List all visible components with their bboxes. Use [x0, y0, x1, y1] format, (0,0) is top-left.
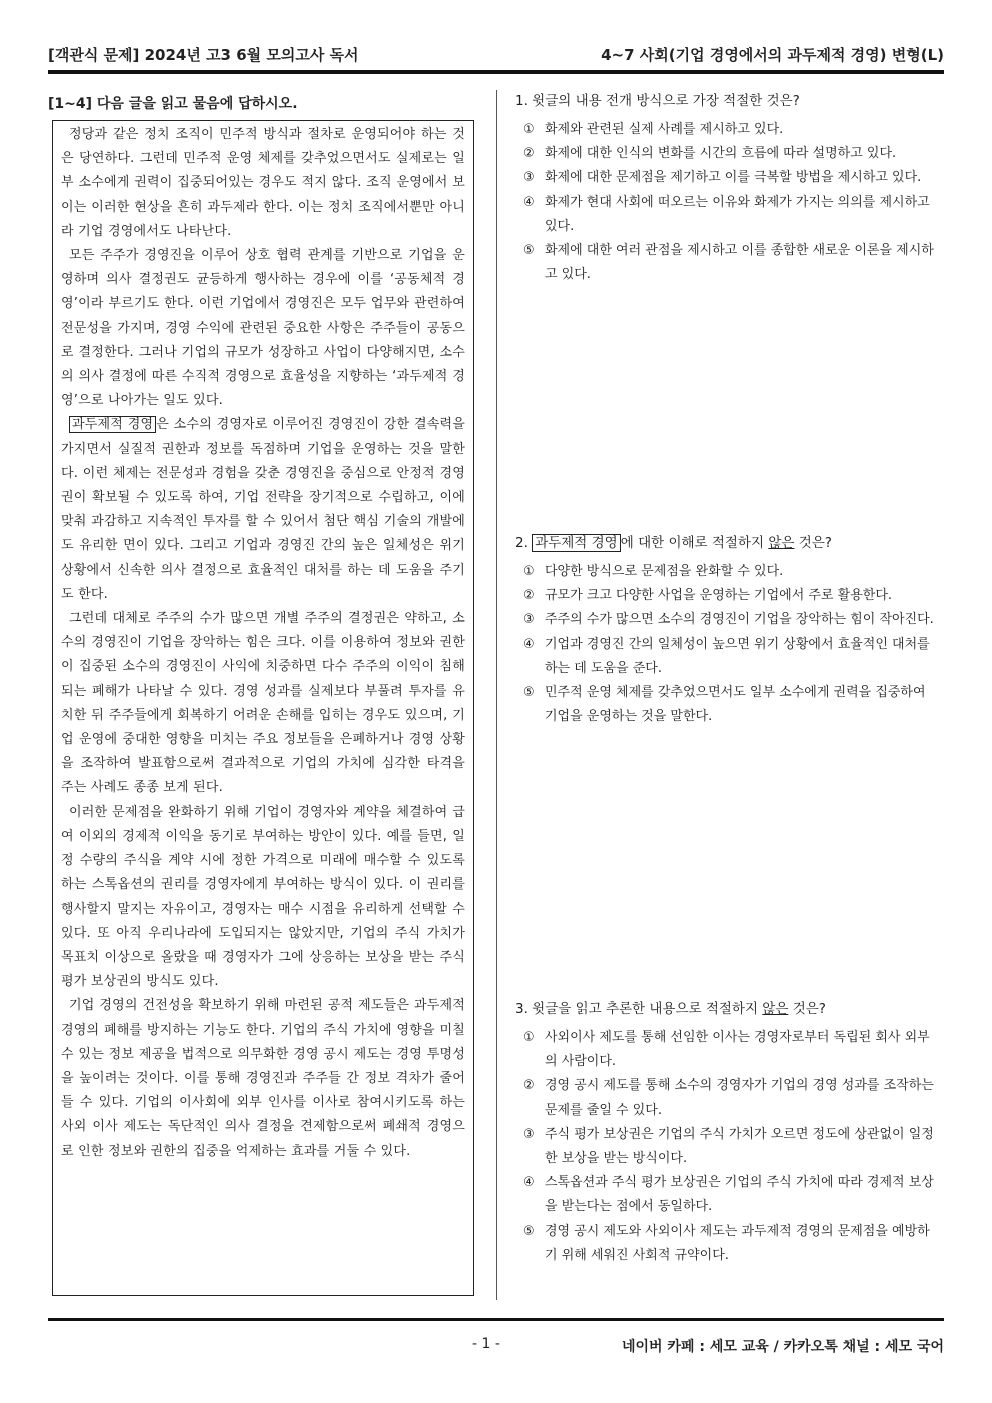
option-list [515, 560, 941, 729]
option-number: ② [523, 588, 535, 604]
option-item[interactable] [515, 239, 941, 287]
stem-text: 에 대한 이해로 적절하지 [620, 535, 765, 551]
option-item[interactable] [515, 1171, 941, 1219]
question-stem [515, 532, 941, 554]
passage-paragraph: 그런데 대체로 주주의 수가 많으면 개별 주주의 결정권은 약하고, 소수의 경영진이 기업을 장악하는 힘은 크다. 이를 이용하여 정보와 권한이 집중된 소수의 경영진이 사익에 치중하면 다수 주주의 이익이 침해되는 폐해가 나타날 수 있다. 경영 성과를 실제보다 부풀려 투자를 유치한 뒤 주주들에게 회복하기 어려운 손해를 입히는 경우도 있으며, 기업 운영에 중대한 영향을 미치는 주요 정보들을 은폐하거나 경영 상황을 조작하여 발표함으로써 결과적으로 기업의 가치에 심각한 타격을 주는 사례도 종종 보게 된다. [61, 611, 465, 796]
section-title: 4~7 사회(기업 경영에서의 과두제적 경영) 변형(L) [601, 46, 944, 64]
option-text: 경영 공시 제도와 사외이사 제도는 과두제적 경영의 문제점을 예방하기 위해 세워진 사회적 규약이다. [545, 1223, 930, 1263]
option-number: ① [523, 564, 535, 579]
stem-text: 것은? [792, 1001, 826, 1017]
option-number: ④ [523, 194, 535, 210]
option-item[interactable] [515, 681, 941, 729]
question-stem [515, 998, 941, 1020]
option-item[interactable] [515, 1220, 941, 1268]
stem-text: 것은? [798, 535, 832, 551]
option-number: ③ [523, 170, 535, 186]
option-list [515, 1026, 941, 1268]
question-3 [515, 998, 941, 1268]
option-text: 경영 공시 제도를 통해 소수의 경영자가 기업의 경영 성과를 조작하는 문제를 줄일 수 있다. [545, 1078, 934, 1118]
option-number: ⑤ [523, 685, 535, 701]
passage-paragraph [61, 413, 465, 607]
negation-underlined: 않은 [768, 535, 795, 551]
option-number: ③ [523, 612, 535, 628]
option-item[interactable] [515, 142, 941, 166]
question-1 [515, 90, 941, 287]
negation-underlined: 않은 [762, 1001, 789, 1017]
option-item[interactable] [515, 1026, 941, 1074]
option-item[interactable] [515, 560, 941, 584]
option-item[interactable] [515, 118, 941, 142]
passage-text: 은 소수의 경영자로 이루어진 경영진이 강한 결속력을 가지면서 실질적 권한과 정보를 독점하며 기업을 운영하는 것을 말한다. 이런 체제는 전문성과 경험을 갖춘 경영진을 중심으로 안정적 경영권이 확보될 수 있도록 하여, 기업 전략을 장기적으로 수립하고, 이에 맞춰 과감하고 지속적인 투자를 할 수 있어서 첨단 핵심 기술의 개발에도 유리한 면이 있다. 그리고 기업과 경영진 간의 높은 일체성은 위기 상황에서 신속한 의사 결정으로 효율적인 대처를 하는 데 도움을 주기도 한다. [61, 417, 465, 602]
instruction: [1~4] 다음 글을 읽고 물음에 답하시오. [48, 96, 298, 112]
option-number: ⑤ [523, 243, 535, 259]
stem-text: 3. 윗글을 읽고 추론한 내용으로 적절하지 [515, 1001, 758, 1017]
option-list [515, 118, 941, 287]
page-header [48, 44, 944, 66]
question-number: 2. [515, 535, 528, 551]
page-number: - 1 - [472, 1336, 500, 1352]
option-item[interactable] [515, 191, 941, 239]
option-item[interactable] [515, 584, 941, 608]
option-text: 사외이사 제도를 통해 선임한 이사는 경영자로부터 독립된 회사 외부의 사람이다. [545, 1030, 930, 1070]
option-number: ② [523, 1078, 535, 1094]
option-text: 주식 평가 보상권은 기업의 주식 가치가 오르면 정도에 상관없이 일정한 보상을 받는 방식이다. [545, 1126, 934, 1167]
option-number: ① [523, 122, 535, 137]
exam-title: [객관식 문제] 2024년 고3 6월 모의고사 독서 [48, 46, 359, 64]
boxed-term: 과두제적 경영 [532, 534, 621, 552]
option-item[interactable] [515, 608, 941, 632]
option-text: 화제가 현대 사회에 떠오르는 이유와 화제가 가지는 의의를 제시하고 있다. [545, 194, 930, 234]
footer-credit: 네이버 카페 : 세모 교육 / 카카오톡 채널 : 세모 국어 [621, 1339, 944, 1355]
option-text: 주주의 수가 많으면 소수의 경영진이 기업을 장악하는 힘이 작아진다. [545, 612, 934, 628]
option-text: 스톡옵션과 주식 평가 보상권은 기업의 주식 가치에 따라 경제적 보상을 받는다는 점에서 동일하다. [545, 1175, 934, 1215]
option-number: ③ [523, 1126, 535, 1142]
option-item[interactable] [515, 166, 941, 190]
option-text: 화제와 관련된 실제 사례를 제시하고 있다. [545, 122, 784, 137]
passage-paragraph: 모든 주주가 경영진을 이루어 상호 협력 관계를 기반으로 기업을 운영하며 의사 결정권도 균등하게 행사하는 경우에 이를 ‘공동체적 경영’이라 부르기도 한다. 이런 기업에서 경영진은 모두 업무와 관련하여 전문성을 가지며, 경영 수익에 관련된 중요한 사항은 주주들이 공동으로 결정한다. 그러나 기업의 규모가 성장하고 사업이 다양해지면, 소수의 의사 결정에 따른 수직적 경영으로 효율성을 지향하는 ‘과두제적 경영’으로 나아가는 일도 있다. [61, 248, 465, 409]
footer-rule [48, 1318, 944, 1321]
boxed-term: 과두제적 경영 [69, 416, 156, 433]
option-text: 화제에 대한 문제점을 제기하고 이를 극복할 방법을 제시하고 있다. [545, 170, 922, 186]
option-text: 기업과 경영진 간의 일체성이 높으면 위기 상황에서 효율적인 대처를 하는 데 도움을 준다. [545, 636, 930, 676]
option-item[interactable] [515, 1123, 941, 1171]
option-text: 화제에 대한 여러 관점을 제시하고 이를 종합한 새로운 이론을 제시하고 있다. [545, 243, 934, 283]
reading-passage [52, 120, 474, 1296]
option-text: 민주적 운영 체제를 갖추었으면서도 일부 소수에게 권력을 집중하여 기업을 운영하는 것을 말한다. [545, 685, 926, 725]
option-number: ④ [523, 636, 535, 652]
column-divider [496, 90, 497, 1300]
question-stem: 1. 윗글의 내용 전개 방식으로 가장 적절한 것은? [515, 93, 800, 109]
option-number: ④ [523, 1175, 535, 1191]
option-number: ⑤ [523, 1223, 535, 1239]
option-text: 다양한 방식으로 문제점을 완화할 수 있다. [545, 564, 784, 579]
option-item[interactable] [515, 1074, 941, 1122]
header-rule [48, 70, 944, 74]
passage-paragraph: 기업 경영의 건전성을 확보하기 위해 마련된 공적 제도들은 과두제적 경영의 폐해를 방지하는 기능도 한다. 기업의 주식 가치에 영향을 미칠 수 있는 정보 제공을 법적으로 의무화한 경영 공시 제도는 경영 투명성을 높이려는 것이다. 이를 통해 경영진과 주주들 간 정보 격차가 줄어들 수 있다. 기업의 이사회에 외부 인사를 이사로 참여시키도록 하는 사외 이사 제도는 독단적인 의사 결정을 견제함으로써 폐쇄적 경영으로 인한 정보와 권한의 집중을 억제하는 효과를 거둘 수 있다. [61, 998, 465, 1159]
question-2 [515, 532, 941, 729]
passage-paragraph: 이러한 문제점을 완화하기 위해 기업이 경영자와 계약을 체결하여 급여 이외의 경제적 이익을 동기로 부여하는 방안이 있다. 예를 들면, 일정 수량의 주식을 계약 시에 정한 가격으로 미래에 매수할 수 있도록 하는 스톡옵션의 권리를 경영자에게 부여하는 방식이 있다. 이 권리를 행사할지 말지는 자유이고, 경영자는 매수 시점을 유리하게 선택할 수 있다. 또 아직 우리나라에 도입되지는 않았지만, 기업의 주식 가치가 목표치 이상으로 올랐을 때 경영자가 그에 상응하는 보상을 받는 주식 평가 보상권의 방식도 있다. [61, 804, 465, 990]
option-item[interactable] [515, 633, 941, 681]
passage-paragraph: 정당과 같은 정치 조직이 민주적 방식과 절차로 운영되어야 하는 것은 당연하다. 그런데 민주적 운영 체제를 갖추었으면서도 실제로는 일부 소수에게 권력이 집중되어있는 경우도 적지 않다. 조직 운영에서 보이는 이러한 현상을 흔히 과두제라 한다. 이는 정치 조직에서뿐만 아니라 기업 경영에서도 나타난다. [61, 127, 465, 239]
option-number: ① [523, 1030, 535, 1045]
option-number: ② [523, 146, 535, 162]
option-text: 규모가 크고 다양한 사업을 운영하는 기업에서 주로 활용한다. [545, 588, 893, 604]
option-text: 화제에 대한 인식의 변화를 시간의 흐름에 따라 설명하고 있다. [545, 146, 897, 162]
